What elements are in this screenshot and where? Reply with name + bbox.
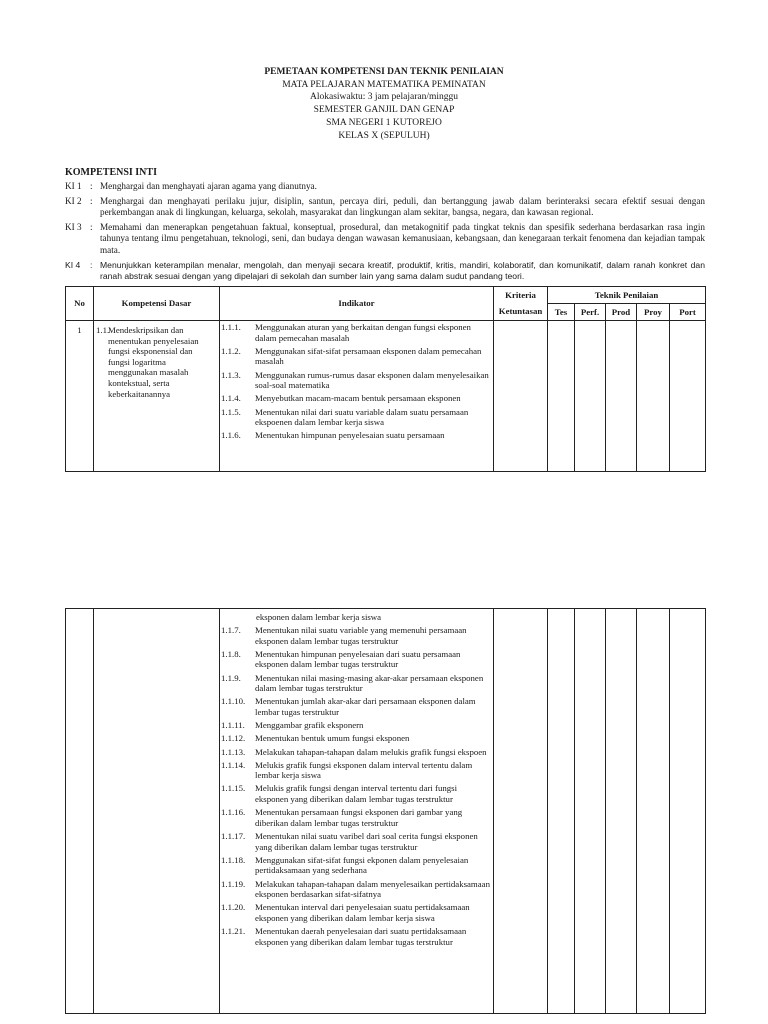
header-prod: Prod bbox=[606, 304, 637, 321]
indicator-item: 1.1.4. Menyebutkan macam-macam bentuk persamaan eksponen bbox=[221, 393, 461, 404]
row-number: 1 bbox=[66, 321, 94, 472]
ki-item-3 bbox=[65, 222, 705, 256]
indicator-item: 1.1.21. Menentukan daerah penyelesaian dari suatu pertidaksamaan eksponen yang diberikan dalam lembar tugas terstruktur bbox=[221, 926, 467, 947]
ki-code: KI 1 bbox=[65, 181, 82, 191]
kriteria-cell bbox=[494, 609, 548, 1014]
header-port: Port bbox=[670, 304, 706, 321]
indicator-item: 1.1.6. Menentukan himpunan penyelesaian suatu persamaan bbox=[221, 430, 445, 441]
header-kriteria-line1: Kriteria bbox=[505, 290, 536, 301]
proy-cell bbox=[637, 321, 670, 472]
indicator-item: 1.1.15. Melukis grafik fungsi dengan interval tertentu dari fungsi eksponen yang diberikan dalam lembar tugas terstruktur bbox=[221, 783, 458, 805]
indicator-item: 1.1.11. Menggambar grafik eksponern bbox=[221, 720, 364, 731]
indicator-item: 1.1.9. Menentukan nilai masing-masing akar-akar persamaan eksponen dalam lembar tugas terstruktur bbox=[221, 672, 484, 694]
ki-colon: : bbox=[90, 260, 93, 270]
kd-code: 1.1. bbox=[96, 325, 110, 335]
ki-colon: : bbox=[90, 181, 93, 191]
ki-colon: : bbox=[90, 196, 93, 206]
ki-text: Menghargai dan menghayati perilaku jujur, disiplin, santun, percaya diri, peduli, dan bertanggung jawab dalam berinteraksi secara efektif sesuai dengan perkembangan anak di lingkungan, keluarga, sekolah, masyarakat dan lingkungan alam sekitar, bangsa, negara, dan kawasan regional. bbox=[100, 196, 705, 218]
tes-cell bbox=[548, 321, 575, 472]
indicator-item: 1.1.18. Menggunakan sifat-sifat fungsi ekponen dalam penyelesaian pertidaksamaan yang sederhana bbox=[221, 854, 469, 876]
header-kompetensi-dasar: Kompetensi Dasar bbox=[94, 287, 220, 321]
indicator-item: 1.1.8. Menentukan himpunan penyelesaian dari suatu persamaan eksponen dalam lembar tugas terstruktur bbox=[221, 648, 461, 670]
competency-table-continued bbox=[65, 608, 706, 1014]
semester-line: SEMESTER GANJIL DAN GENAP bbox=[313, 105, 455, 116]
header-indikator: Indikator bbox=[220, 287, 494, 321]
header-tes: Tes bbox=[548, 304, 575, 321]
class-line: KELAS X (SEPULUH) bbox=[338, 130, 430, 141]
prod-cell bbox=[606, 609, 637, 1014]
indicator-item: 1.1.14. Melukis grafik fungsi eksponen dalam interval tertentu dalam lembar kerja siswa bbox=[221, 759, 473, 781]
perf-cell bbox=[575, 321, 606, 472]
header-no: No bbox=[66, 287, 94, 321]
table-row bbox=[66, 609, 706, 1014]
indikator-cell bbox=[220, 609, 494, 1014]
ki-item-1 bbox=[65, 181, 705, 192]
school-line: SMA NEGERI 1 KUTOREJO bbox=[326, 117, 442, 128]
kompetensi-dasar-cell bbox=[94, 609, 220, 1014]
indicator-item: 1.1.19. Melakukan tahapan-tahapan dalam menyelesaikan pertidaksamaan eksponen berdasarkan sifat-sifatnya bbox=[221, 878, 490, 900]
ki-code: KI 2 bbox=[65, 196, 82, 206]
ki-item-2 bbox=[65, 196, 705, 219]
ki-colon: : bbox=[90, 222, 93, 232]
indicator-item: 1.1.16. Menentukan persamaan fungsi eksponen dari gambar yang diberikan dalam lembar tugas terstruktur bbox=[221, 807, 463, 828]
header-kriteria-ketuntasan bbox=[494, 287, 548, 321]
header-proy: Proy bbox=[637, 304, 670, 321]
indicator-item: 1.1.2. Menggunakan sifat-sifat persamaan eksponen dalam pemecahan masalah bbox=[221, 345, 482, 367]
indicator-item: 1.1.7. Menentukan nilai suatu variable yang memenuhi persamaan eksponen dalam lembar tugas terstruktur bbox=[221, 625, 467, 646]
header-perf: Perf. bbox=[575, 304, 606, 321]
title-line: PEMETAAN KOMPETENSI DAN TEKNIK PENILAIAN bbox=[264, 67, 504, 77]
ki-text: Menunjukkan keterampilan menalar, mengolah, dan menyaji secara kreatif, produktif, kritis, mandiri, kolaboratif, dan komunikatif, dalam ranah konkret dan ranah abstrak sesuai dengan yang dipelajari di sekolah dan sumber lain yang sama dalam sudut pandang teori. bbox=[100, 260, 705, 282]
time-allocation-line: Alokasiwaktu: 3 jam pelajaran/minggu bbox=[309, 92, 458, 103]
indicator-item: 1.1.1. Menggunakan aturan yang berkaitan dengan fungsi eksponen dalam pemecahan masalah bbox=[221, 322, 471, 343]
ki-text: Menghargai dan menghayati ajaran agama yang dianutnya. bbox=[100, 181, 317, 191]
ki-text: Memahami dan menerapkan pengetahuan faktual, konseptual, prosedural, dan metakognitif pada tingkat teknis dan spesifik sederhana berdasarkan rasa ingin tahunya tentang ilmu pengetahuan, teknologi, seni, dan budaya dengan wawasan kemanusiaan, kebangsaan, dan kenegaraan terkait fenomena dan kejadian tampak mata. bbox=[100, 222, 705, 255]
tes-cell bbox=[548, 609, 575, 1014]
header-kriteria-line2: Ketuntasan bbox=[498, 306, 543, 316]
indicator-item: 1.1.12. Menentukan bentuk umum fungsi eksponen bbox=[221, 733, 410, 744]
perf-cell bbox=[575, 609, 606, 1014]
indikator-cell bbox=[220, 321, 494, 472]
port-cell bbox=[670, 321, 706, 472]
proy-cell bbox=[637, 609, 670, 1014]
indicator-item: 1.1.13. Melakukan tahapan-tahapan dalam melukis grafik fungsi ekspoen bbox=[221, 746, 487, 757]
indicator-item: 1.1.17. Menentukan nilai suatu varibel dari soal cerita fungsi eksponen yang diberikan dalam lembar tugas terstruktur bbox=[221, 831, 478, 852]
ki-item-4 bbox=[65, 260, 705, 283]
kompetensi-inti-heading: KOMPETENSI INTI bbox=[65, 167, 157, 178]
subject-line: MATA PELAJARAN MATEMATIKA PEMINATAN bbox=[282, 79, 486, 90]
kd-text: Mendeskripsikan dan menentukan penyelesaian fungsi eksponensial dan fungsi logaritma menggunakan masalah kontekstual, serta keberkaitanannya bbox=[108, 325, 199, 399]
port-cell bbox=[670, 609, 706, 1014]
ki-code: KI 4 bbox=[65, 260, 81, 270]
prod-cell bbox=[606, 321, 637, 472]
indicator-item: 1.1.20. Menentukan interval dari penyelesaian suatu pertidaksamaan eksponen yang diberikan dalam lembar kerja siswa bbox=[221, 902, 470, 923]
competency-table bbox=[65, 286, 706, 472]
ki-code: KI 3 bbox=[65, 222, 82, 232]
header-teknik-penilaian: Teknik Penilaian bbox=[548, 287, 706, 304]
row-number-cell bbox=[66, 609, 94, 1014]
indicator-item: 1.1.3. Menggunakan rumus-rumus dasar eksponen dalam menyelesaikan soal-soal matematika bbox=[221, 369, 489, 391]
indicator-item: 1.1.5. Menentukan nilai dari suatu variable dalam suatu persamaan ekspoenen dalam lembar kerja siswa bbox=[221, 406, 469, 428]
indicator-item: 1.1.10. Menentukan jumlah akar-akar dari persamaan eksponen dalam lembar tugas terstruktur bbox=[221, 696, 476, 717]
indicator-continuation: eksponen dalam lembar kerja siswa bbox=[256, 612, 382, 622]
kompetensi-dasar-cell bbox=[94, 321, 220, 472]
kriteria-cell bbox=[494, 321, 548, 472]
document-title-block bbox=[0, 66, 768, 142]
table-row bbox=[66, 321, 706, 472]
